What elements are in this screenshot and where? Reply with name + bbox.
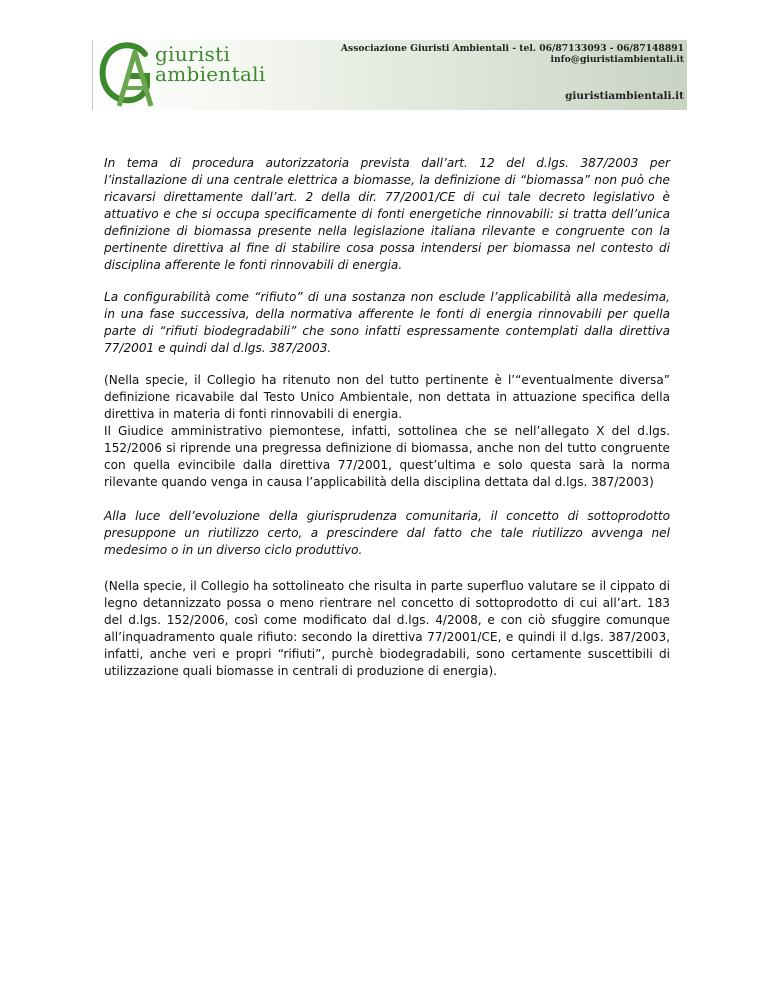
document-body	[104, 155, 670, 695]
logo-word-giuristi: giuristi	[155, 42, 231, 66]
letterhead-banner	[92, 40, 687, 110]
massima-paragraph-1: In tema di procedura autorizzatoria prevista dall’art. 12 del d.lgs. 387/2003 per l’installazione di una centrale elettrica a biomasse, la definizione di “biomassa” non può che ricavarsi direttamente dall’art. 2 della dir. 77/2001/CE di cui tale decreto legislativo è attuativo e che si occupa specificamente di fonti energetiche rinnovabili: si tratta dell’unica definizione di biomassa presente nella legislazione italiana rilevante e congruente con la pertinente direttiva al fine di stabilire cosa possa intendersi per biomassa nel contesto di disciplina afferente le fonti rinnovabili di energia.	[104, 156, 670, 272]
association-contact-line: Associazione Giuristi Ambientali - tel. 06/87133093 - 06/87148891	[340, 43, 684, 54]
logo-word-ambientali: ambientali	[155, 62, 266, 86]
note-paragraph-1	[104, 372, 670, 491]
massima-paragraph-2: La configurabilità come “rifiuto” di una sostanza non esclude l’applicabilità alla medesima, in una fase successiva, della normativa afferente le fonti di energia rinnovabili per quella parte di “rifiuti biodegradabili” che sono infatti espressamente contemplati dalla direttiva 77/2001 e quindi dal d.lgs. 387/2003.	[104, 290, 670, 355]
logo	[93, 40, 283, 110]
website-address[interactable]: giuristiambientali.it	[565, 90, 684, 102]
email-address[interactable]: info@giuristiambientali.it	[550, 54, 684, 65]
note-paragraph-1-part-1: (Nella specie, il Collegio ha ritenuto non del tutto pertinente è l’“eventualmente diversa” definizione ricavabile dal Testo Unico Ambientale, non dettata in attuazione specifica della direttiva in materia di fonti rinnovabili di energia.	[104, 373, 670, 421]
logo-ga-monogram-icon	[95, 40, 161, 110]
massima-paragraph-3: Alla luce dell’evoluzione della giurisprudenza comunitaria, il concetto di sottoprodotto presuppone un riutilizzo certo, a prescindere dal fatto che tale riutilizzo avvenga nel medesimo o in un diverso ciclo produttivo.	[104, 509, 670, 557]
note-paragraph-1-part-2: Il Giudice amministrativo piemontese, infatti, sottolinea che se nell’allegato X del d.lgs. 152/2006 si riprende una pregressa definizione di biomassa, anche non del tutto congruente con quella evincibile dalla direttiva 77/2001, quest’ultima e solo questa sarà la norma rilevante quando venga in causa l’applicabilità della disciplina dettata dal d.lgs. 387/2003)	[104, 424, 670, 489]
note-paragraph-2: (Nella specie, il Collegio ha sottolineato che risulta in parte superfluo valutare se il cippato di legno detannizzato possa o meno rientrare nel concetto di sottoprodotto di cui all’art. 183 del d.lgs. 152/2006, così come modificato dal d.lgs. 4/2008, e con ciò sfuggire comunque all’inquadramento quale rifiuto: secondo la direttiva 77/2001/CE, e quindi il d.lgs. 387/2003, infatti, anche veri e propri “rifiuti”, purchè biodegradabili, sono certamente suscettibili di utilizzazione quali biomasse in centrali di produzione di energia).	[104, 579, 670, 678]
